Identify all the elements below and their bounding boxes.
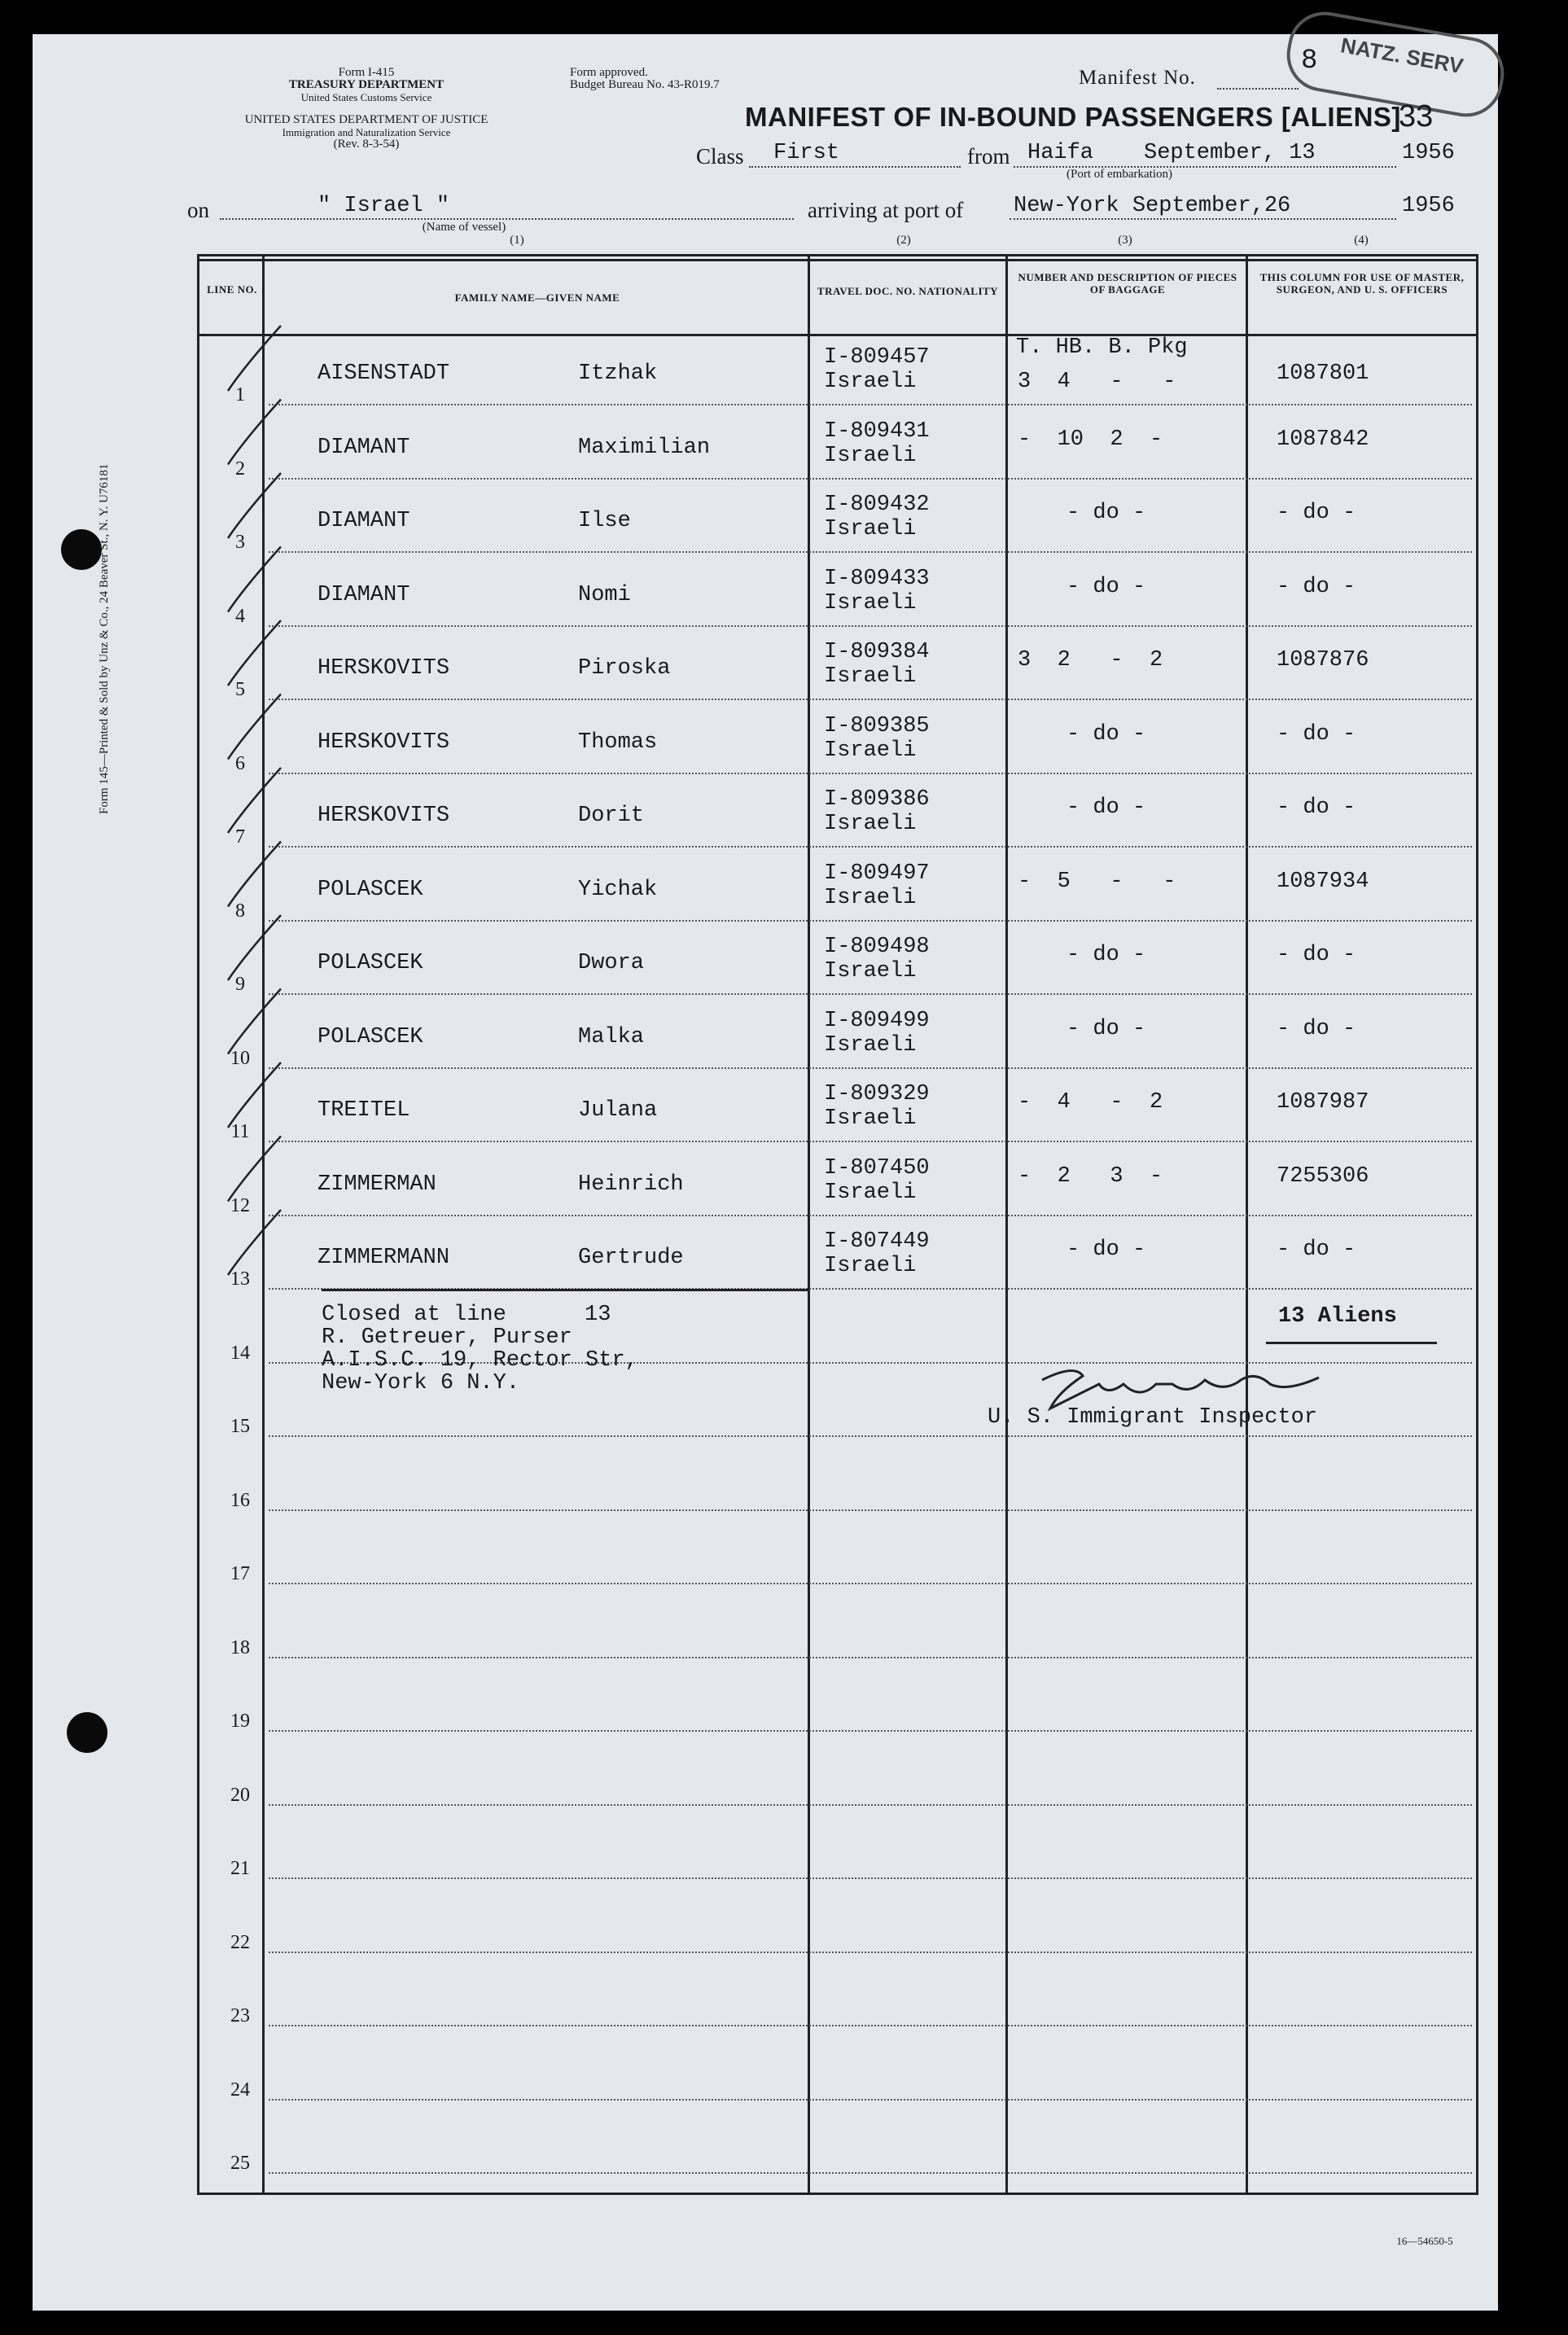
- vessel-name-label: (Name of vessel): [422, 221, 506, 234]
- nationality: Israeli: [824, 738, 917, 763]
- baggage-count: - do -: [1067, 721, 1146, 747]
- aliens-total: 13 Aliens: [1278, 1304, 1397, 1329]
- baggage-count: - do -: [1067, 795, 1146, 820]
- budget-bureau: Budget Bureau No. 43-R019.7: [570, 78, 720, 91]
- arrival-year: 1956: [1402, 194, 1455, 218]
- travel-doc-number: I-809386: [824, 787, 930, 812]
- footer-code: 16—54650-5: [1396, 2235, 1453, 2247]
- line-number: 18: [230, 1636, 250, 1658]
- officer-entry: 7255306: [1277, 1163, 1369, 1189]
- nationality: Israeli: [824, 885, 917, 910]
- col-num-2: (2): [896, 234, 911, 247]
- passenger-family-name: HERSKOVITS: [318, 729, 450, 755]
- officer-entry: - do -: [1277, 795, 1356, 820]
- travel-doc-number: I-807449: [824, 1229, 930, 1254]
- printer-imprint: Form 145—Printed & Sold by Unz & Co., 24 Beaver St., N. Y. U76181: [98, 463, 111, 814]
- nationality: Israeli: [824, 1032, 917, 1058]
- line-number: 14: [230, 1342, 250, 1364]
- passenger-family-name: ZIMMERMAN: [318, 1172, 436, 1197]
- passenger-given-name: Thomas: [578, 729, 658, 755]
- passenger-given-name: Dwora: [578, 951, 645, 975]
- purser-address-2: New-York 6 N.Y.: [322, 1371, 520, 1395]
- travel-doc-number: I-809385: [824, 713, 930, 738]
- checkmark: [228, 694, 281, 760]
- passenger-given-name: Yichak: [578, 877, 658, 902]
- baggage-count: - 2 3 -: [1018, 1163, 1163, 1189]
- officer-entry: - do -: [1277, 1238, 1356, 1262]
- baggage-count: - 10 2 -: [1018, 427, 1163, 452]
- class-value: First: [773, 141, 840, 165]
- col-num-3: (3): [1118, 234, 1132, 247]
- officer-entry: - do -: [1277, 1016, 1356, 1041]
- passenger-family-name: TREITEL: [318, 1098, 410, 1123]
- baggage-subheader: T. HB. B. Pkg: [1016, 335, 1188, 360]
- officer-entry: - do -: [1277, 501, 1356, 525]
- passenger-given-name: Nomi: [578, 582, 631, 607]
- from-date: September, 13: [1144, 141, 1316, 165]
- travel-doc-number: I-809432: [824, 493, 930, 517]
- line-number: 13: [230, 1268, 250, 1290]
- ins-service: Immigration and Naturalization Service: [282, 126, 451, 138]
- closed-label: Closed at line: [322, 1303, 506, 1327]
- travel-doc-number: I-809499: [824, 1008, 930, 1033]
- travel-doc-number: I-809329: [824, 1082, 930, 1106]
- nationality: Israeli: [824, 590, 917, 616]
- passenger-family-name: POLASCEK: [318, 951, 423, 975]
- checkmark: [228, 768, 281, 833]
- col-line-no: LINE NO.: [207, 283, 257, 296]
- line-number: 2: [235, 458, 245, 480]
- passenger-given-name: Dorit: [578, 804, 645, 828]
- officer-entry: 1087876: [1277, 648, 1369, 672]
- col-num-4: (4): [1354, 234, 1369, 247]
- travel-doc-number: I-809497: [824, 861, 930, 886]
- passenger-family-name: HERSKOVITS: [318, 656, 450, 681]
- passenger-family-name: POLASCEK: [318, 877, 423, 902]
- checkmark: [228, 989, 281, 1054]
- purser-address-1: A.I.S.C. 19, Rector Str,: [322, 1348, 638, 1373]
- on-label: on: [187, 198, 209, 222]
- checkmark: [228, 1137, 281, 1202]
- passenger-given-name: Maximilian: [578, 435, 711, 460]
- nationality: Israeli: [824, 664, 917, 689]
- checkmark: [228, 1062, 281, 1128]
- baggage-count: - do -: [1067, 1016, 1146, 1041]
- page-number: 33: [1399, 99, 1434, 134]
- baggage-count: - do -: [1067, 501, 1146, 525]
- line-number: 8: [235, 900, 245, 922]
- nationality: Israeli: [824, 443, 917, 468]
- form-number: Form I-415: [338, 66, 395, 79]
- line-number: 1: [235, 384, 245, 405]
- inspector-label: U. S. Immigrant Inspector: [988, 1405, 1318, 1430]
- col-num-1: (1): [510, 234, 524, 247]
- passenger-given-name: Malka: [578, 1024, 645, 1049]
- form-approved: Form approved.: [570, 66, 648, 79]
- officer-entry: 1087842: [1277, 427, 1369, 452]
- checkmark: [228, 620, 281, 686]
- passenger-given-name: Piroska: [578, 656, 671, 681]
- line-number: 17: [230, 1563, 250, 1584]
- officer-entry: - do -: [1277, 721, 1356, 747]
- revision-date: (Rev. 8-3-54): [333, 138, 400, 151]
- line-number: 15: [230, 1416, 250, 1437]
- baggage-count: 3 4 - -: [1018, 370, 1176, 394]
- line-number: 20: [230, 1784, 250, 1806]
- line-number: 21: [230, 1858, 250, 1879]
- checkmark: [228, 400, 281, 465]
- checkmark: [228, 473, 281, 538]
- passenger-family-name: DIAMANT: [318, 582, 410, 607]
- baggage-count: - do -: [1067, 574, 1146, 599]
- passenger-family-name: DIAMANT: [318, 509, 410, 533]
- line-number: 3: [235, 532, 245, 553]
- line-number: 7: [235, 826, 245, 848]
- arriving-label: arriving at port of: [808, 198, 964, 222]
- port-embark-label: (Port of embarkation): [1067, 168, 1172, 181]
- dept-justice: UNITED STATES DEPARTMENT OF JUSTICE: [244, 113, 488, 126]
- vessel-name: " Israel ": [318, 194, 450, 218]
- officer-entry: 1087801: [1277, 361, 1369, 386]
- nationality: Israeli: [824, 1180, 917, 1205]
- checkmark: [228, 1210, 281, 1275]
- travel-doc-number: I-809498: [824, 935, 930, 959]
- line-number: 25: [230, 2153, 250, 2174]
- nationality: Israeli: [824, 370, 917, 394]
- passenger-family-name: AISENSTADT: [318, 361, 450, 386]
- baggage-count: 3 2 - 2: [1018, 648, 1163, 672]
- manifest-no-label: Manifest No.: [1079, 67, 1196, 89]
- col-baggage: NUMBER AND DESCRIPTION OF PIECES OF BAGGAGE: [1018, 271, 1237, 296]
- passenger-family-name: HERSKOVITS: [318, 804, 450, 828]
- passenger-family-name: POLASCEK: [318, 1024, 423, 1049]
- manifest-title: MANIFEST OF IN-BOUND PASSENGERS [ALIENS]: [745, 102, 1401, 132]
- baggage-count: - do -: [1067, 943, 1146, 967]
- from-year: 1956: [1402, 141, 1455, 165]
- class-label: Class: [696, 144, 744, 169]
- travel-doc-number: I-809431: [824, 418, 930, 444]
- passenger-given-name: Heinrich: [578, 1172, 684, 1197]
- manifest-no: 8: [1301, 46, 1318, 77]
- nationality: Israeli: [824, 1254, 917, 1278]
- line-number: 24: [230, 2079, 250, 2101]
- travel-doc-number: I-807450: [824, 1155, 930, 1181]
- line-number: 16: [230, 1489, 250, 1511]
- travel-doc-number: I-809457: [824, 345, 930, 370]
- from-port: Haifa: [1027, 141, 1094, 165]
- treasury-dept: TREASURY DEPARTMENT: [288, 78, 445, 91]
- checkmark: [228, 547, 281, 612]
- closed-line: 13: [585, 1303, 611, 1327]
- officer-entry: 1087987: [1277, 1090, 1369, 1115]
- nationality: Israeli: [824, 812, 917, 836]
- baggage-count: - 5 - -: [1018, 869, 1176, 894]
- passenger-given-name: Julana: [578, 1098, 658, 1123]
- officer-entry: - do -: [1277, 574, 1356, 599]
- line-number: 23: [230, 2005, 250, 2026]
- from-label: from: [967, 144, 1010, 169]
- baggage-count: - 4 - 2: [1018, 1090, 1163, 1115]
- nationality: Israeli: [824, 517, 917, 541]
- col-travel-doc: TRAVEL DOC. NO. NATIONALITY: [817, 285, 999, 297]
- arrival-port-date: New-York September,26: [1014, 194, 1291, 218]
- nationality: Israeli: [824, 1106, 917, 1131]
- officer-entry: 1087934: [1277, 869, 1369, 894]
- purser-name: R. Getreuer, Purser: [322, 1325, 572, 1350]
- passenger-given-name: Itzhak: [578, 361, 658, 386]
- line-number: 9: [235, 974, 245, 995]
- line-number: 12: [230, 1194, 250, 1216]
- line-number: 5: [235, 679, 245, 700]
- customs-service: United States Customs Service: [300, 91, 432, 103]
- passenger-given-name: Gertrude: [578, 1246, 684, 1270]
- checkmark: [228, 326, 281, 391]
- nationality: Israeli: [824, 959, 917, 984]
- passenger-family-name: ZIMMERMANN: [318, 1246, 450, 1270]
- travel-doc-number: I-809433: [824, 566, 930, 591]
- line-number: 4: [235, 605, 245, 627]
- officer-entry: - do -: [1277, 943, 1356, 967]
- line-number: 10: [230, 1047, 250, 1069]
- passenger-family-name: DIAMANT: [318, 435, 410, 460]
- line-number: 6: [235, 752, 245, 774]
- line-number: 11: [230, 1121, 250, 1142]
- passenger-given-name: Ilse: [578, 509, 631, 533]
- checkmark: [228, 842, 281, 907]
- col-name: FAMILY NAME—GIVEN NAME: [454, 291, 620, 304]
- baggage-count: - do -: [1067, 1238, 1146, 1262]
- col-officers: THIS COLUMN FOR USE OF MASTER, SURGEON, AND U. S. OFFICERS: [1259, 271, 1465, 296]
- line-number: 22: [230, 1931, 250, 1953]
- checkmark: [228, 915, 281, 980]
- line-number: 19: [230, 1711, 250, 1732]
- stamp-text: NATZ. SERV: [1338, 33, 1465, 79]
- travel-doc-number: I-809384: [824, 640, 930, 664]
